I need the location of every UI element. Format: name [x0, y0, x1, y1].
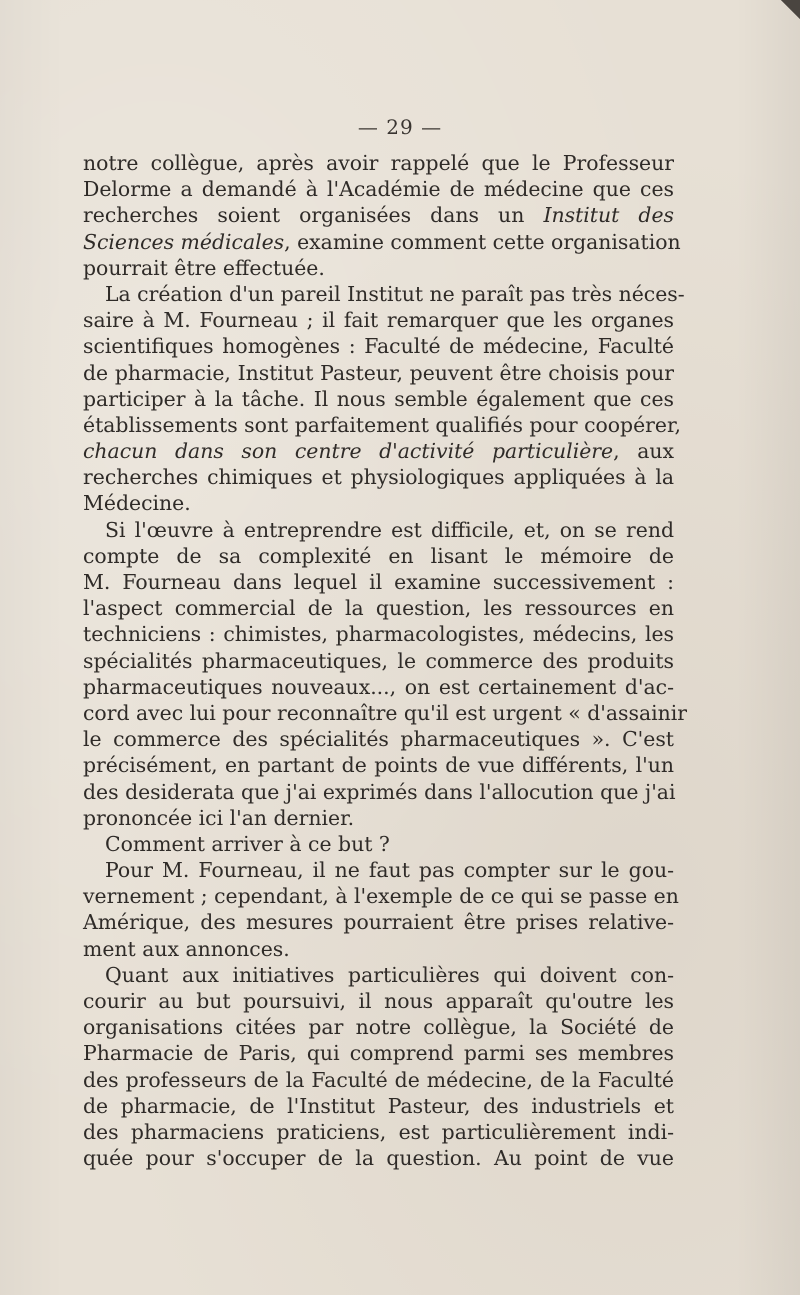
text-line: [83, 229, 681, 255]
text-line: recherches chimiques et physiologiques appliquées à la: [83, 465, 674, 490]
text-line: Si l'œuvre à entreprendre est difficile, et, on se rend: [105, 517, 674, 542]
text-line: cord avec lui pour reconnaître qu'il est urgent « d'assainir: [83, 700, 688, 725]
text-line: organisations citées par notre collègue, la Société de: [83, 1015, 674, 1040]
text-line: vernement ; cependant, à l'exemple de ce qui se passe en: [83, 884, 679, 909]
text-line-part: recherches soient organisées dans un: [83, 203, 525, 228]
text-line: Médecine.: [83, 491, 191, 516]
text-line: prononcée ici l'an dernier.: [83, 805, 355, 830]
text-line-part: , examine comment cette organisation: [284, 229, 681, 254]
text-line: de pharmacie, de l'Institut Pasteur, des industriels et: [83, 1093, 674, 1118]
text-line: ment aux annonces.: [83, 936, 290, 961]
text-line: précisément, en partant de points de vue différents, l'un: [83, 753, 674, 778]
text-line: participer à la tâche. Il nous semble également que ces: [83, 386, 674, 411]
italic-text: Institut des: [543, 203, 675, 228]
text-line: des desiderata que j'ai exprimés dans l'allocution que j'ai: [83, 779, 676, 804]
text-line: établissements sont parfaitement qualifiés pour coopérer,: [83, 412, 681, 437]
text-line: [83, 438, 674, 464]
text-line: Pharmacie de Paris, qui comprend parmi ses membres: [83, 1041, 674, 1066]
italic-text: chacun dans son centre d'activité particulière: [83, 439, 614, 464]
text-line: de pharmacie, Institut Pasteur, peuvent être choisis pour: [83, 360, 674, 385]
text-line: scientifiques homogènes : Faculté de médecine, Faculté: [83, 334, 674, 359]
text-line: pharmaceutiques nouveaux..., on est certainement d'ac-: [83, 674, 674, 699]
text-line: Quant aux initiatives particulières qui doivent con-: [105, 962, 674, 987]
text-line: saire à M. Fourneau ; il fait remarquer que les organes: [83, 308, 674, 333]
text-line: Amérique, des mesures pourraient être prises relative-: [83, 910, 674, 935]
text-line: M. Fourneau dans lequel il examine successivement :: [83, 570, 674, 594]
text-line: [83, 202, 674, 228]
text-line: courir au but poursuivi, il nous apparaît qu'outre les: [83, 989, 674, 1013]
text-line: Comment arriver à ce but ?: [105, 831, 390, 856]
text-line: Delorme a demandé à l'Académie de médecine que ces: [83, 177, 674, 202]
italic-text: Sciences médicales: [83, 229, 285, 254]
text-line: des professeurs de la Faculté de médecine, de la Faculté: [83, 1067, 674, 1092]
text-line: compte de sa complexité en lisant le mémoire de: [83, 543, 674, 568]
text-line: pourrait être effectuée.: [83, 255, 325, 280]
text-line: l'aspect commercial de la question, les ressources en: [83, 596, 674, 621]
text-line: La création d'un pareil Institut ne paraît pas très néces-: [105, 281, 685, 306]
page-number: — 29 —: [357, 115, 443, 139]
text-line: spécialités pharmaceutiques, le commerce des produits: [83, 648, 674, 673]
text-line: des pharmaciens praticiens, est particulièrement indi-: [83, 1119, 674, 1144]
body-text: [83, 150, 688, 1171]
text-line: techniciens : chimistes, pharmacologistes, médecins, les: [83, 622, 674, 647]
text-line: Pour M. Fourneau, il ne faut pas compter sur le gou-: [105, 858, 674, 883]
page-corner-fold: [778, 0, 800, 32]
text-line: le commerce des spécialités pharmaceutiques ». C'est: [83, 727, 674, 752]
text-line-part: , aux: [613, 439, 674, 464]
text-line: quée pour s'occuper de la question. Au point de vue: [83, 1146, 674, 1171]
text-line: notre collègue, après avoir rappelé que le Professeur: [83, 151, 674, 175]
